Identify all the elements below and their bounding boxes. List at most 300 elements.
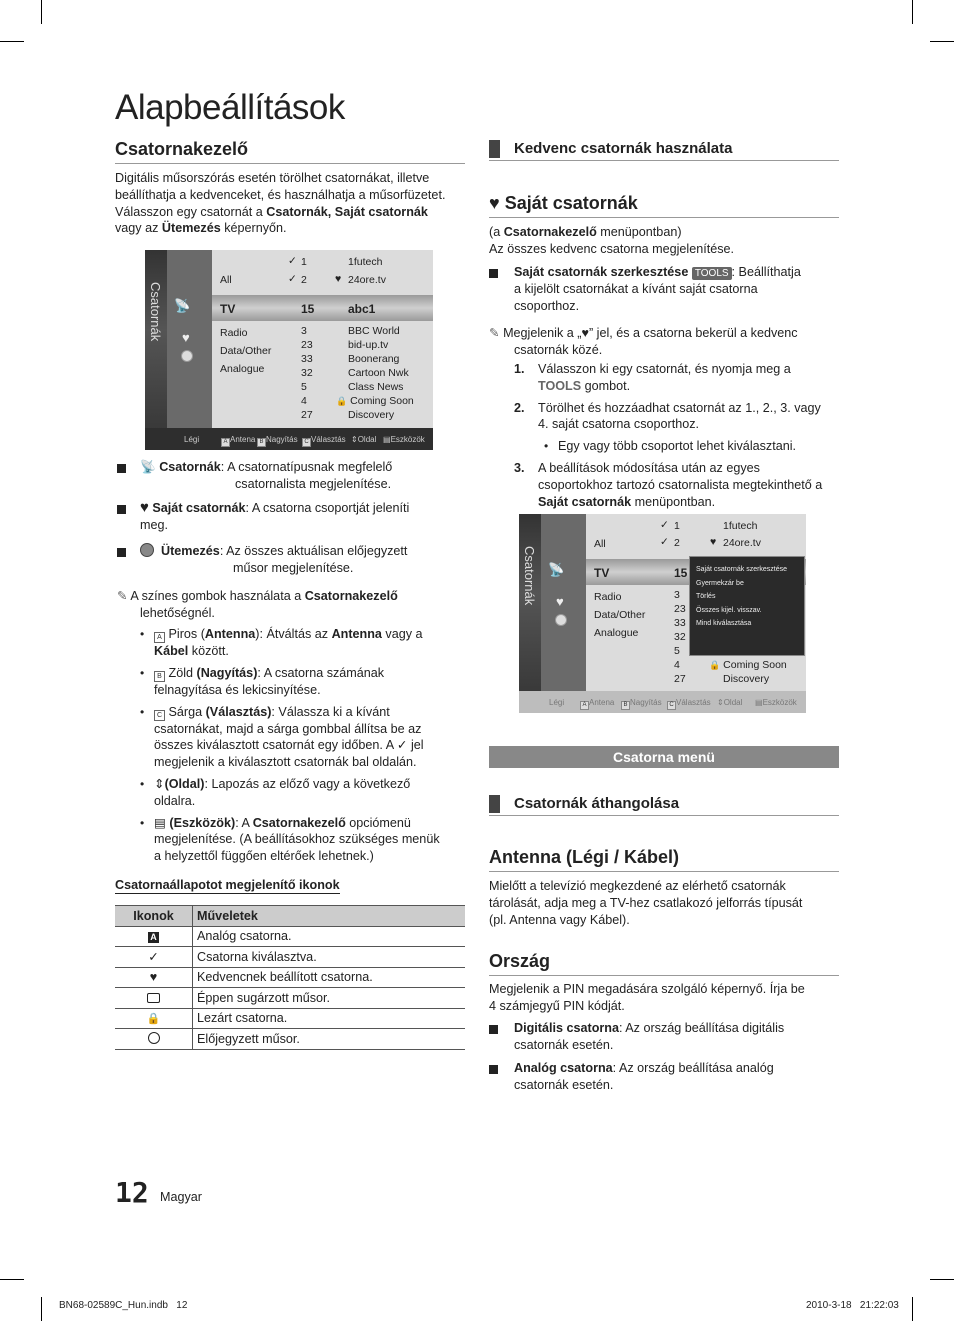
bold-text: Ütemezés [161, 221, 221, 236]
text-line [514, 1020, 844, 1037]
text: Válasszon egy csatornát a [115, 204, 267, 219]
item-sajat [140, 500, 470, 534]
osd-side-label: Csatornák [522, 546, 537, 606]
subsection-kedvenc [489, 140, 839, 161]
text-line: beállíthatja a kedvenceket, és használhatja a műsorfüzetet. [115, 187, 446, 202]
table-row [115, 947, 465, 968]
osd-name: 1futech [723, 520, 758, 532]
osd-num: 3 [674, 589, 680, 601]
crop-mark [930, 1279, 954, 1280]
clock-icon [148, 1032, 160, 1044]
table-cell: Csatorna kiválasztva. [193, 947, 466, 968]
bold-text: Saját csatornák szerkesztése [514, 265, 689, 279]
text-line [489, 325, 841, 342]
text: Sárga [165, 704, 206, 719]
text: ” jel, és a csatorna bekerül a kedvenc [588, 326, 798, 340]
b-button-icon: B [257, 438, 266, 447]
b-button-icon: B [154, 671, 165, 682]
sub-item-red [140, 626, 470, 660]
text: : Lapozás az előző vagy a következő [204, 776, 411, 791]
osd-name: 1futech [348, 256, 383, 268]
bullet [117, 548, 126, 557]
osd-num: 2 [301, 274, 307, 286]
bold-text: Csatornakezelő [503, 225, 597, 239]
c-button-icon: C [154, 710, 165, 721]
osd-group: Radio [220, 327, 248, 339]
osd-num: 33 [301, 353, 313, 365]
osd-hl-name: abc1 [348, 302, 376, 316]
bold-text: Csatornák, Saját csatornák [266, 204, 428, 219]
text-line: csatornák esetén. [514, 1077, 614, 1092]
heart-icon: ♥ [489, 193, 500, 213]
a-button-icon: A [221, 438, 230, 447]
text-line: a kijelölt csatornákat a kívánt saját csatorna [514, 281, 758, 296]
updown-icon: ⇕ [154, 776, 165, 791]
text: A színes gombok használata a [130, 589, 305, 603]
footer-page: ⇕Oldal [351, 435, 377, 444]
heading-text: Csatornakezelő [115, 139, 249, 159]
heading-text: Csatornaállapotot megjelenítő ikonok [115, 878, 340, 892]
osd-names [336, 324, 414, 422]
osd-group: Analogue [594, 627, 639, 639]
bold-text: Analóg csatorna [514, 1061, 613, 1075]
text: Eszközök [390, 435, 425, 444]
pencil-note-icon: ✎ [117, 589, 128, 603]
bullet [117, 464, 126, 473]
page-number: 12 [115, 1176, 149, 1209]
text-line: megjelenik a kiválasztott csatornák bal oldalán. [154, 755, 417, 770]
text-line [140, 500, 470, 517]
text-line [489, 224, 841, 241]
tools-button-icon: TOOLS [692, 267, 732, 280]
menu-item[interactable]: Gyermekzár be [696, 579, 744, 587]
sub-item-green [140, 665, 470, 699]
sub-bullet: • [140, 776, 145, 791]
bullet [489, 1025, 498, 1034]
osd-groups [220, 324, 271, 378]
text-line: csoporthoz. [514, 298, 580, 313]
text-line: csatornalista megjelenítése. [235, 476, 392, 491]
text-line: felnagyítása és lekicsinyítése. [154, 682, 321, 697]
text-line: Válasszon ki egy csatornát, és nyomja meg a [538, 362, 791, 376]
text-line: csatornák közé. [514, 342, 603, 357]
text: Egy vagy több csoportot lehet kiválasztani. [558, 439, 797, 454]
text: : Az ország beállítása digitális [618, 1021, 785, 1035]
clock-icon [140, 543, 154, 557]
sub-bullet: • [544, 439, 549, 454]
sub-bullet: • [140, 665, 145, 680]
table-header: Ikonok [115, 906, 193, 927]
text: menüpontban) [596, 225, 682, 239]
osd-hl-group: TV [594, 566, 610, 580]
text-line [154, 643, 470, 660]
menu-item[interactable]: Mind kiválasztása [696, 620, 752, 628]
text: (a [489, 225, 504, 239]
crop-mark [930, 41, 954, 42]
bold-text: Ütemezés [161, 544, 220, 558]
text-line: 4 számjegyű PIN kódját. [489, 998, 625, 1013]
text: Piros ( [165, 627, 205, 641]
text-line: lehetőségnél. [140, 605, 215, 620]
check-icon: ✓ [288, 273, 297, 285]
table-header: Műveletek [193, 906, 466, 927]
osd-group: Analogue [220, 363, 265, 375]
bold-text: Antenna [204, 627, 256, 641]
text: : A csatorna számának [257, 665, 385, 680]
text-line: A beállítások módosítása után az egyes [538, 460, 760, 475]
osd-group: Radio [594, 591, 622, 603]
text: Eszközök [762, 698, 797, 707]
osd-footer [145, 428, 433, 450]
footer-select [302, 435, 346, 447]
text: Választás [676, 698, 711, 707]
a-button-icon: A [580, 701, 589, 710]
check-icon: ✓ [288, 255, 297, 267]
text-line [140, 459, 470, 476]
osd-hl-group: TV [220, 302, 236, 316]
osd-num: 1 [301, 256, 307, 268]
bold-text: Csatornák [159, 460, 221, 474]
item-sajat-szerk [514, 264, 844, 314]
text: összes kiválasztott csatornát egy időben. A [154, 738, 394, 753]
b-button-icon: B [621, 701, 630, 710]
text-line: Törölhet és hozzáadhat csatornát az 1., 2., 3. vagy [538, 400, 821, 415]
osd-hl-num: 15 [674, 566, 688, 580]
footer-page: ⇕Oldal [717, 698, 743, 707]
text-line [154, 626, 470, 643]
note-heart [489, 325, 841, 359]
text: képernyőn. [220, 221, 287, 236]
text-line [115, 204, 467, 221]
text-line: Az összes kedvenc csatorna megjelenítése. [489, 241, 735, 256]
osd-num: 4 [301, 395, 307, 407]
text-line: Megjelenik a PIN megadására szolgáló képernyő. Írja be [489, 982, 805, 996]
osd-name: Cartoon Nwk [348, 367, 409, 379]
osd-num: 23 [301, 339, 313, 351]
osd-num: 1 [674, 520, 680, 532]
text: : Az ország beállítása analóg [612, 1061, 774, 1075]
text: Oldal [357, 435, 377, 444]
osd-hl-num: 15 [301, 302, 315, 316]
footer-antenna [580, 698, 614, 710]
analog-a-icon: A [148, 932, 159, 943]
osd-num: 5 [301, 381, 307, 393]
text: opciómenü [345, 815, 411, 830]
text: Választás [311, 435, 346, 444]
osd-footer [519, 691, 806, 713]
osd-num: 5 [674, 645, 680, 657]
sajat-paragraph [489, 224, 841, 258]
step-2 [514, 400, 844, 455]
table-cell: Analóg csatorna. [193, 926, 466, 947]
item-csatornak [140, 459, 470, 493]
osd-group: Data/Other [220, 345, 272, 357]
lock-icon: 🔒 [146, 1013, 161, 1026]
bold-text: (Nagyítás) [196, 665, 258, 680]
crop-mark [41, 1297, 42, 1321]
text: jel [410, 738, 424, 753]
text: között. [188, 644, 229, 658]
heart-icon: ♥ [182, 330, 190, 345]
text-line [538, 378, 844, 395]
text: Antena [230, 435, 256, 444]
osd-num: 32 [674, 631, 686, 643]
osd-name: Class News [348, 381, 404, 393]
text-line: műsor megjelenítése. [233, 560, 354, 575]
step-number: 1. [514, 362, 525, 376]
text-line: megjelenítése. (A beállításokhoz szükséges menük [154, 832, 440, 847]
bullet [489, 1065, 498, 1074]
osd-num: 33 [674, 617, 686, 629]
text: : Válassza ki a kívánt [271, 704, 390, 719]
step-sub-item [538, 438, 844, 455]
clock-icon [555, 614, 567, 626]
osd-name: 24ore.tv [348, 274, 386, 286]
sub-item-tools [140, 815, 470, 865]
text-line [154, 776, 470, 793]
osd-name: bid-up.tv [348, 339, 389, 351]
sub-bullet: • [140, 627, 145, 641]
table-cell: Előjegyzett műsor. [193, 1029, 466, 1050]
pencil-note-icon: ✎ [489, 326, 500, 340]
menu-item[interactable]: Összes kijel. visszav. [696, 606, 762, 614]
heart-icon: ♥ [556, 594, 564, 609]
bold-text: Saját csatornák [538, 494, 632, 509]
step-3 [514, 460, 844, 510]
page-title: Alapbeállítások [115, 88, 345, 127]
heart-icon: ♥ [140, 499, 149, 516]
tv-icon [147, 993, 160, 1003]
check-icon: ✓ [660, 519, 669, 531]
text: ): Átváltás az [255, 627, 332, 641]
text-line [154, 815, 470, 832]
osd-highlight-row [212, 295, 433, 321]
osd-num: 23 [674, 603, 686, 615]
item-digitalis [514, 1020, 844, 1054]
text: Zöld [165, 665, 197, 680]
text-line [154, 665, 470, 682]
text-line [140, 543, 470, 560]
channel-manager-screenshot [145, 250, 433, 450]
text-line: (pl. Antenna vagy Kábel). [489, 912, 630, 927]
footer-tools: ▤Eszközök [383, 435, 425, 444]
section-heading-antenna [489, 847, 839, 872]
table-header-row [115, 906, 465, 927]
text: Antena [589, 698, 615, 707]
subsection-title: Csatornák áthangolása [489, 795, 839, 813]
table-cell-icon [115, 947, 193, 968]
footer-antenna [221, 435, 255, 447]
bold-text: (Oldal) [164, 776, 205, 791]
osd-name: BBC World [348, 325, 400, 337]
osd-num: 3 [301, 325, 307, 337]
osd-num: 4 [674, 659, 680, 671]
color-button-list [140, 626, 470, 865]
menu-item[interactable]: Törlés [696, 593, 716, 601]
section-heading-csatornakezelo [115, 139, 465, 164]
osd-name: Discovery [723, 673, 770, 685]
text-line: a helyzettől függően eltérőek lehetnek.) [154, 849, 374, 864]
heading-text: Ország [489, 951, 551, 971]
table-row [115, 967, 465, 988]
text-line: csoportokhoz tartozó csatornalista megtekinthető a [538, 477, 823, 492]
text-line [154, 704, 470, 721]
osd-num: 2 [674, 537, 680, 549]
text-line: Digitális műsorszórás esetén törölhet csatornákat, illetve [115, 171, 430, 185]
crop-mark [0, 41, 24, 42]
footer-source: Légi [549, 698, 565, 707]
lock-icon: 🔒 [709, 660, 721, 670]
text: Nagyítás [630, 698, 662, 707]
bullet [489, 269, 498, 278]
my-channels-screenshot [519, 514, 806, 713]
crop-mark [0, 1279, 24, 1280]
heart-icon: ♥ [710, 536, 717, 548]
bold-text: Csatornakezelő [252, 815, 346, 830]
footer-tools: ▤Eszközök [755, 698, 797, 707]
check-icon: ✓ [396, 738, 408, 753]
tools-icon: ▤ [154, 815, 166, 830]
text: Megjelenik a „ [503, 326, 582, 340]
menu-item[interactable]: Saját csatornák szerkesztése [696, 566, 788, 573]
bold-text: Csatornakezelő [304, 589, 398, 603]
osd-name: 24ore.tv [723, 537, 761, 549]
step-number: 3. [514, 460, 525, 475]
text-line [154, 737, 470, 754]
print-date-info: 2010-3-18 21:22:03 [806, 1300, 899, 1311]
text-line [514, 264, 844, 281]
text-line: meg. [140, 517, 168, 532]
text-line [117, 588, 467, 605]
language-label: Magyar [160, 1190, 202, 1204]
heart-icon: ♥ [335, 273, 342, 285]
text: vagy az [115, 221, 162, 236]
intro-paragraph [115, 170, 467, 237]
crop-mark [41, 0, 42, 24]
text: Coming Soon [350, 395, 414, 407]
text: vagy a [381, 627, 423, 641]
a-button-icon: A [154, 632, 165, 643]
text-line: csatornákat, majd a sárga gombbal állítsa be az [154, 721, 422, 736]
print-file-info: BN68-02589C_Hun.indb 12 [59, 1300, 188, 1311]
osd-names [709, 658, 787, 686]
step-number: 2. [514, 400, 525, 415]
bold-text: Digitális csatorna [514, 1021, 619, 1035]
footer-zoom [257, 435, 298, 447]
table-cell: Kedvencnek beállított csatorna. [193, 967, 466, 988]
table-cell: Éppen sugárzott műsor. [193, 988, 466, 1009]
antenna-paragraph [489, 878, 841, 928]
text: : A csatornatípusnak megfelelő [220, 460, 393, 474]
footer-zoom [621, 698, 662, 710]
footer-source: Légi [184, 435, 200, 444]
table-cell: Lezárt csatorna. [193, 1008, 466, 1029]
antenna-icon: 📡 [548, 562, 565, 577]
tools-popup-menu [689, 556, 805, 656]
osd-num: 32 [301, 367, 313, 379]
osd-side-label: Csatornák [148, 282, 163, 342]
table-row [115, 1008, 465, 1029]
bold-text: (Választás) [205, 704, 272, 719]
sub-bullet: • [140, 815, 145, 830]
table-cell-icon [115, 926, 193, 947]
lock-icon: 🔒 [336, 396, 348, 406]
footer-select [667, 698, 711, 710]
table-row [115, 988, 465, 1009]
check-icon: ✓ [660, 536, 669, 548]
text-line [115, 220, 467, 237]
antenna-icon: 📡 [140, 460, 156, 474]
text-line: 4. saját csatorna csoporthoz. [538, 417, 700, 432]
text: menüpontban. [631, 494, 716, 509]
bullet [117, 505, 126, 514]
osd-num: 27 [674, 673, 686, 685]
clock-icon [181, 350, 193, 362]
table-cell-icon [115, 988, 193, 1009]
osd-name: Boonerang [348, 353, 400, 365]
osd-name [336, 394, 414, 408]
heading-text: Antenna (Légi / Kábel) [489, 847, 680, 867]
text-line: tárolását, adja meg a TV-hez csatlakozó jelforrás típusát [489, 895, 803, 910]
table-cell-icon [115, 1008, 193, 1029]
text-line: csatornák esetén. [514, 1037, 614, 1052]
heart-icon: ♥ [581, 326, 589, 340]
text: Oldal [723, 698, 743, 707]
table-row [115, 1029, 465, 1050]
osd-name: Discovery [348, 409, 395, 421]
orszag-paragraph [489, 981, 841, 1015]
bold-text: Saját csatornák [152, 501, 246, 515]
osd-nums [301, 324, 313, 422]
table-cell-icon [115, 967, 193, 988]
text: Coming Soon [723, 659, 787, 671]
osd-nums [674, 588, 686, 686]
bold-text: Kábel [154, 644, 189, 658]
status-icons-heading [115, 878, 340, 894]
section-heading-sajat [489, 193, 839, 218]
text: Nagyítás [266, 435, 298, 444]
c-button-icon: C [667, 701, 676, 710]
text-line [538, 494, 844, 511]
sub-item-yellow [140, 704, 470, 771]
text: : Az összes aktuálisan előjegyzett [219, 544, 408, 558]
osd-group: All [220, 274, 232, 286]
text: : Beállíthatja [731, 265, 801, 279]
text-line: Mielőtt a televízió megkezdené az elérhető csatornák [489, 879, 786, 893]
text: gombot. [581, 378, 631, 393]
section-bar-csatorna-menu: Csatorna menü [489, 746, 839, 768]
sub-bullet: • [140, 704, 145, 719]
text: : A [235, 815, 253, 830]
check-icon: ✓ [148, 950, 159, 965]
osd-name [709, 658, 787, 672]
heading-text: Saját csatornák [504, 193, 638, 213]
step-1 [514, 361, 844, 395]
item-utemezes [140, 543, 470, 577]
subsection-title: Kedvenc csatornák használata [489, 140, 839, 158]
table-row [115, 926, 465, 947]
sub-item-page [140, 776, 470, 810]
table-cell-icon [115, 1029, 193, 1050]
bold-text: (Eszközök) [169, 815, 236, 830]
heart-icon: ♥ [149, 970, 158, 985]
osd-groups [594, 588, 645, 642]
osd-num: 27 [301, 409, 313, 421]
text: : A csatorna csoportját jeleníti [245, 501, 410, 515]
item-analog [514, 1060, 844, 1094]
text-line: oldalra. [154, 793, 196, 808]
section-heading-orszag [489, 951, 839, 976]
